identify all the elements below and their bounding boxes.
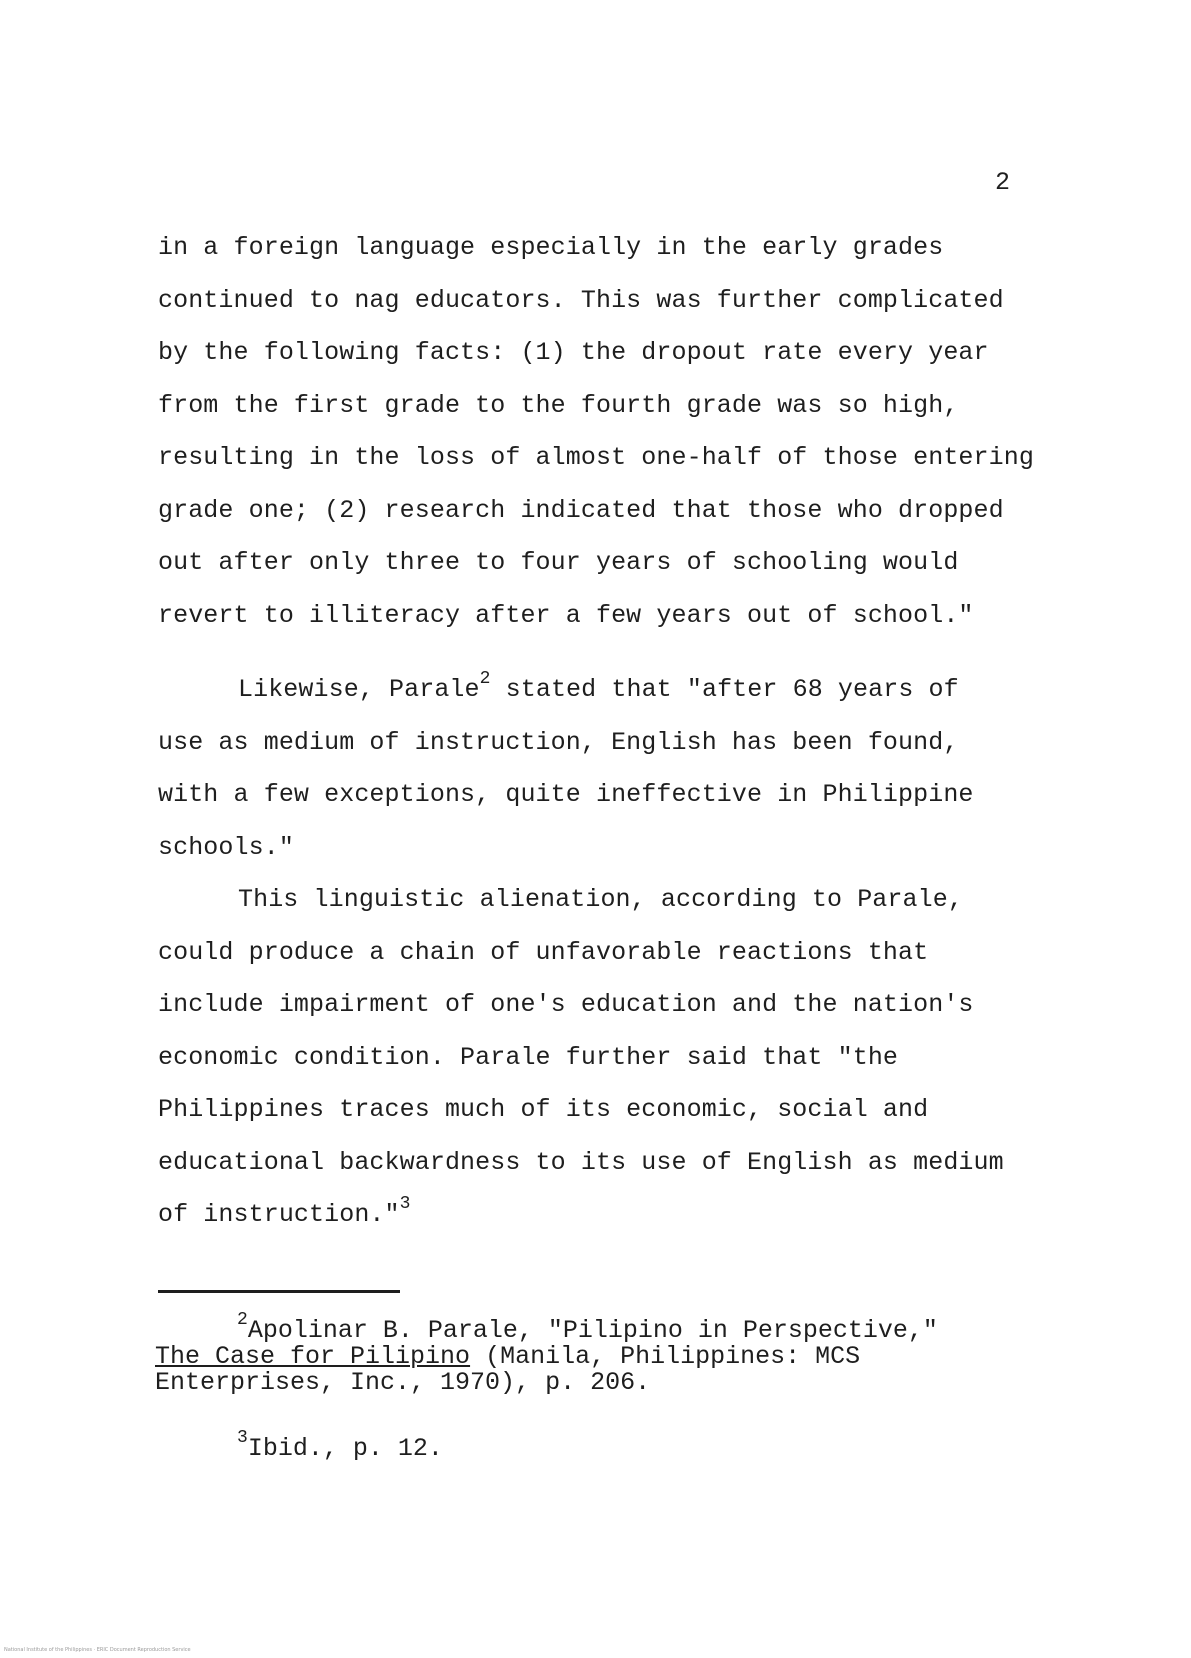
footnote-text: Apolinar B. Parale, "Pilipino in Perspective," bbox=[247, 1316, 938, 1345]
text-line: continued to nag educators. This was further complicated bbox=[158, 285, 1004, 315]
footnote-line bbox=[155, 1309, 1085, 1345]
text-line: This linguistic alienation, according to Parale, bbox=[238, 885, 963, 914]
footnote-marker-2: 2 bbox=[237, 1309, 248, 1330]
book-title: The Case for Pilipino bbox=[155, 1342, 471, 1371]
text-line: by the following facts: (1) the dropout rate every year bbox=[158, 338, 989, 367]
text-line: from the first grade to the fourth grade was so high, bbox=[158, 390, 959, 420]
text-line: in a foreign language especially in the early grades bbox=[158, 233, 944, 262]
text-segment: stated that "after 68 years of bbox=[490, 675, 959, 704]
paragraph-1 bbox=[158, 222, 1098, 642]
footnote-text: Ibid., p. 12. bbox=[247, 1434, 443, 1463]
text-line: could produce a chain of unfavorable reactions that bbox=[158, 937, 929, 967]
text-line: use as medium of instruction, English has been found, bbox=[158, 727, 959, 757]
footnote-line: Enterprises, Inc., 1970), p. 206. bbox=[155, 1368, 651, 1397]
footnote-3 bbox=[155, 1427, 1085, 1463]
text-line: with a few exceptions, quite ineffective in Philippine bbox=[158, 780, 974, 809]
footnotes bbox=[155, 1309, 1085, 1463]
text-line: out after only three to four years of schooling would bbox=[158, 548, 959, 577]
text-segment: of instruction." bbox=[158, 1200, 400, 1229]
footnote-ref-2: 2 bbox=[479, 668, 491, 689]
paragraph-2 bbox=[158, 664, 1098, 874]
footnote-text: (Manila, Philippines: MCS bbox=[470, 1342, 861, 1371]
text-line: educational backwardness to its use of English as medium bbox=[158, 1147, 1004, 1177]
text-line: Philippines traces much of its economic, social and bbox=[158, 1095, 929, 1124]
page-number: 2 bbox=[995, 168, 1011, 197]
text-line bbox=[158, 1189, 1098, 1242]
text-line: include impairment of one's education and the nation's bbox=[158, 990, 974, 1019]
text-line: revert to illiteracy after a few years out of school." bbox=[158, 600, 974, 630]
text-line: resulting in the loss of almost one-half of those entering bbox=[158, 443, 1034, 472]
footnote-separator bbox=[158, 1290, 400, 1293]
text-line: schools." bbox=[158, 832, 294, 862]
text-line: grade one; (2) research indicated that those who dropped bbox=[158, 495, 1004, 525]
text-line bbox=[158, 664, 1098, 717]
footnote-marker-3: 3 bbox=[237, 1427, 248, 1448]
scan-footer-text: National Institute of the Philippines · ERIC Document Reproduction Service bbox=[4, 1647, 191, 1653]
body-text bbox=[158, 222, 1098, 1242]
footnote-2 bbox=[155, 1309, 1085, 1397]
footnote-line bbox=[155, 1344, 1085, 1370]
text-segment: Likewise, Parale bbox=[238, 675, 480, 704]
text-line: economic condition. Parale further said that "the bbox=[158, 1042, 899, 1072]
footnote-ref-3: 3 bbox=[399, 1193, 411, 1214]
footnote-line bbox=[155, 1427, 1085, 1463]
paragraph-3 bbox=[158, 874, 1098, 1242]
